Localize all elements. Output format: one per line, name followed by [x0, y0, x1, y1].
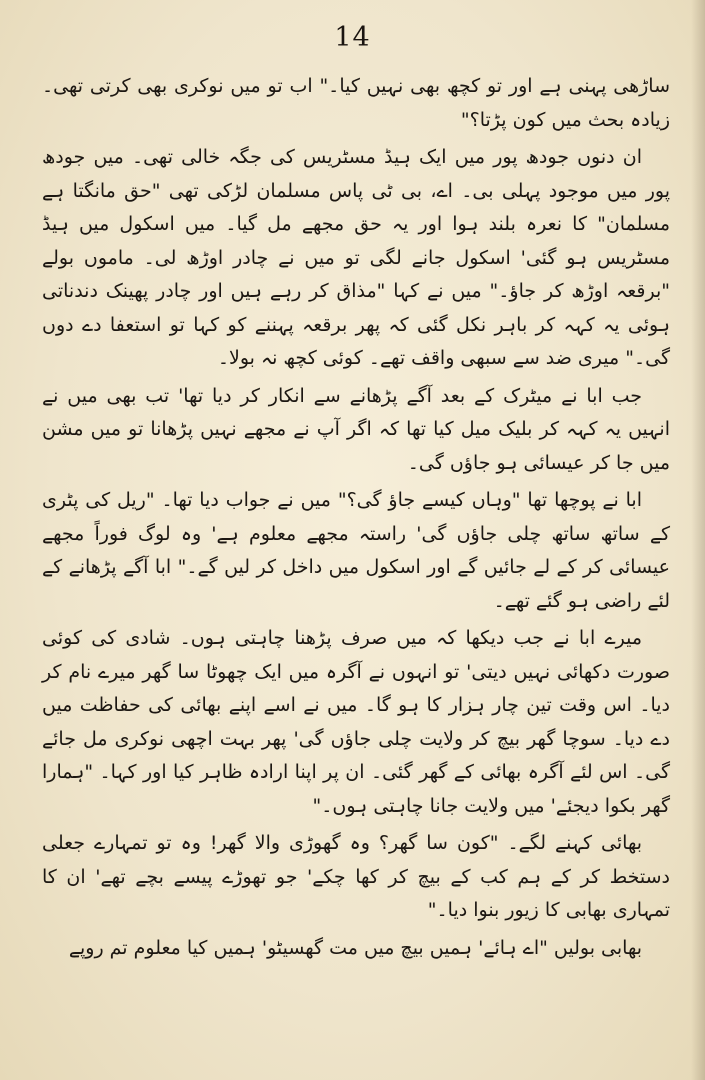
page-body-text: [42, 70, 670, 969]
paragraph-2: ان دنوں جودھ پور میں ایک ہیڈ مسٹریس کی جگہ خالی تھی۔ میں جودھ پور میں موجود پہلی بی۔ اے، بی ٹی پاس مسلمان لڑکی تھی "حق مانگتا ہے مسلمان" کا نعرہ بلند ہوا اور یہ حق مجھے مل گیا۔ میں اسکول میں ہیڈ مسٹریس ہو گئی' اسکول جانے لگی تو میں نے چادر اوڑھ لی۔ ماموں بولے "برقعہ اوڑھ کر جاؤ۔" میں نے کہا "مذاق کر رہے ہیں اور چادر پھینک دندناتی ہوئی یہ کہہ کر باہر نکل گئی کہ پھر برقعہ پہننے کو کہا تو استعفا دے دوں گی۔" میری ضد سے سبھی واقف تھے۔ کوئی کچھ نہ بولا۔: [42, 146, 670, 369]
paragraph-3: جب ابا نے میٹرک کے بعد آگے پڑھانے سے انکار کر دیا تھا' تب بھی میں نے انہیں یہ کہہ کر بلیک میل کیا تھا کہ اگر آپ نے مجھے نہیں پڑھانا تو میں مشن میں جا کر عیسائی ہو جاؤں گی۔: [42, 384, 670, 474]
page-number: 14: [334, 22, 371, 53]
page-edge-shadow: [691, 0, 705, 1080]
paragraph-4: ابا نے پوچھا تھا "وہاں کیسے جاؤ گی؟" میں نے جواب دیا تھا۔ "ریل کی پٹری کے ساتھ ساتھ چلی جاؤں گی' راستہ مجھے معلوم ہے' وہ لوگ فوراً مجھے عیسائی کر کے لے جائیں گے اور اسکول میں داخل کر لیں گے۔" ابا آگے پڑھانے کے لئے راضی ہو گئے تھے۔: [42, 489, 670, 612]
paragraph-6: بھائی کہنے لگے۔ "کون سا گھر؟ وہ گھوڑی والا گھر! وہ تو تمہارے جعلی دستخط کر کے ہم کب کے بیچ کر کھا چکے' جو تھوڑے پیسے بچے تھے' ان کا تمہاری بھابی کا زیور بنوا دیا۔": [42, 832, 670, 921]
paragraph-5: میرے ابا نے جب دیکھا کہ میں صرف پڑھنا چاہتی ہوں۔ شادی کی کوئی صورت دکھائی نہیں دیتی' تو انہوں نے آگرہ میں ایک چھوٹا سا گھر میرے نام کر دیا۔ اس وقت تین چار ہزار کا ہو گا۔ میں نے اسے اپنے بھائی کی حفاظت میں دے دیا۔ سوچا گھر بیچ کر ولایت چلی جاؤں گی' پھر بہت اچھی نوکری مل جائے گی۔ اس لئے آگرہ بھائی کے گھر گئی۔ ان پر اپنا ارادہ ظاہر کیا اور کہا۔ "ہمارا گھر بکوا دیجئے' میں ولایت جانا چاہتی ہوں۔": [42, 627, 670, 817]
paragraph-7: بھابی بولیں "اے ہائے' ہمیں بیچ میں مت گھسیٹو' ہمیں کیا معلوم تم روپے: [68, 936, 642, 959]
paragraph-1: ساڑھی پہنی ہے اور تو کچھ بھی نہیں کیا۔" اب تو میں نوکری بھی کرتی تھی۔ زیادہ بحث میں کون پڑتا؟": [42, 75, 670, 131]
